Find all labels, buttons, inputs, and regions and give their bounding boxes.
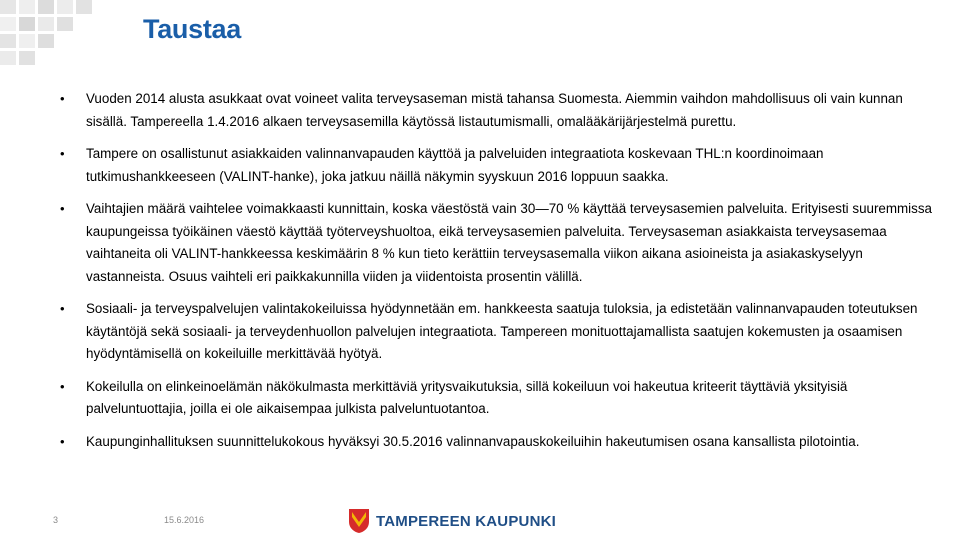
- bullet-marker: •: [60, 301, 65, 316]
- slide-title: Taustaa: [143, 14, 241, 44]
- bullet-text: Kokeilulla on elinkeinoelämän näkökulmasta merkittäviä yritysvaikutuksia, sillä kokeiluun voi hakeutua kriteerit täyttäviä yksityisiä palveluntuottajia, joilla ei ole aikaisempaa julkista palveluntuotantoa.: [86, 378, 848, 416]
- bullet-text: Vaihtajien määrä vaihtelee voimakkaasti kunnittain, koska väestöstä vain 30—70 % käyttää terveysasemien palveluita. Erityisesti suuremmissa kaupungeissa työikäinen väestö käyttää työterveyshuoltoa, eikä terveysasemien palveluita. Terveysaseman asiakkaista terveysasemaa vaihtaneita oli VALINT-hankkeessa keskimäärin 8 % kun tieto kerättiin terveysasemalla viikon aikana asioineista ja asiakaskyselyyn vastanneista. Osuus vaihteli eri paikkakunnilla viiden ja viidentoista prosentin välillä.: [86, 201, 932, 284]
- list-item: [60, 431, 940, 454]
- brand-logo: [348, 507, 556, 535]
- list-item: [60, 143, 940, 188]
- bullet-text: Kaupunginhallituksen suunnittelukokous hyväksyi 30.5.2016 valinnanvapauskokeiluihin hakeutumisen osana kansallista pilotointia.: [86, 433, 860, 449]
- bullet-marker: •: [60, 146, 65, 161]
- list-item: [60, 88, 940, 133]
- page-number: 3: [53, 515, 59, 525]
- bullet-marker: •: [60, 433, 65, 449]
- grey-block-pattern-icon: [0, 0, 120, 70]
- bullet-text: Vuoden 2014 alusta asukkaat ovat voineet valita terveysaseman mistä tahansa Suomesta. Aiemmin vaihdon mahdollisuus oli vain kunnan sisällä. Tampereella 1.4.2016 alkaen terveysasemilla käytössä listautumismalli, omalääkärijärjestelmä purettu.: [86, 91, 903, 129]
- bullet-marker: •: [60, 378, 65, 394]
- bullet-text: Tampere on osallistunut asiakkaiden valinnanvapauden käyttöä ja palveluiden integraatiota koskevaan THL:n koordinoimaan tutkimushankkeeseen (VALINT-hanke), joka jatkuu näillä näkymin syyskuun 2016 loppuun saakka.: [86, 146, 824, 184]
- list-item: [60, 376, 940, 421]
- brand-name: TAMPEREEN KAUPUNKI: [376, 512, 556, 530]
- bullet-marker: •: [60, 201, 65, 216]
- bullet-list: [60, 88, 940, 463]
- list-item: [60, 298, 940, 366]
- list-item: [60, 198, 940, 288]
- bullet-text: Sosiaali- ja terveyspalvelujen valintakokeiluissa hyödynnetään em. hankkeesta saatuja tuloksia, ja edistetään valinnanvapauden toteutuksen käytäntöjä sekä sosiaali- ja terveydenhuollon palvelujen integraatiota. Tampereen monituottajamallista saatujen kokemusten ja osaamisen hyödyntämisellä on kokeiluille merkittävää hyötyä.: [86, 301, 918, 361]
- slide-date: 15.6.2016: [164, 515, 205, 525]
- tampere-crest-icon: [348, 508, 370, 534]
- bullet-marker: •: [60, 91, 65, 106]
